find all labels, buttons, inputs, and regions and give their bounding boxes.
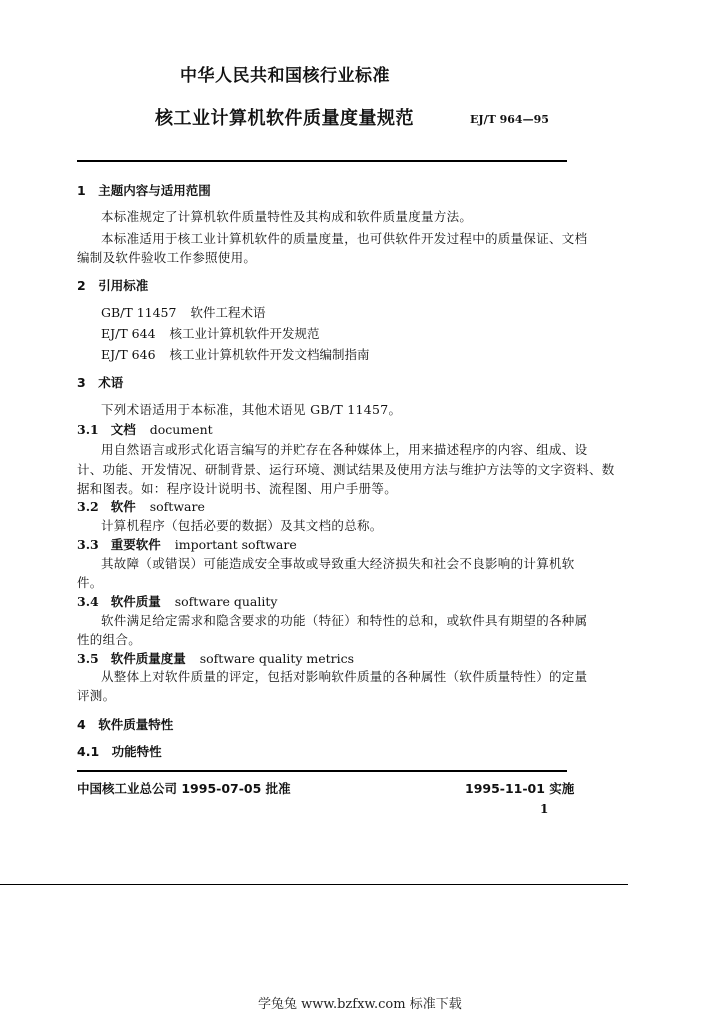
org-title: 中华人民共和国核行业标准: [180, 66, 390, 86]
reference-title: 核工业计算机软件开发规范: [169, 326, 320, 341]
term-definition-line: 软件满足给定需求和隐含要求的功能（特征）和特性的总和，或软件具有期望的各种属: [101, 613, 588, 628]
standard-number: EJ/T 964—95: [470, 113, 549, 126]
section-3-intro: 下列术语适用于本标准，其他术语见 GB/T 11457。: [101, 402, 402, 417]
term-definition-line: 计算机程序（包括必要的数据）及其文档的总称。: [101, 518, 383, 533]
term-definition-line: 其故障（或错误）可能造成安全事故或导致重大经济损失和社会不良影响的计算机软: [101, 556, 575, 571]
term-heading: [77, 649, 354, 667]
term-heading: [77, 420, 213, 438]
reference-code: EJ/T 644: [101, 326, 156, 341]
reference-title: 核工业计算机软件开发文档编制指南: [169, 347, 370, 362]
doc-title: 核工业计算机软件质量度量规范: [155, 108, 414, 129]
term-name-en: software quality metrics: [199, 651, 355, 666]
section-1-para-2-line-1: 本标准适用于核工业计算机软件的质量度量，也可供软件开发过程中的质量保证、文档: [101, 231, 588, 246]
header-rule: [77, 160, 567, 162]
term-definition-line: 性的组合。: [77, 632, 142, 647]
term-definition-line: 用自然语言或形式化语言编写的并贮存在各种媒体上，用来描述程序的内容、组成、设: [101, 442, 588, 457]
term-name-cn: 重要软件: [110, 537, 161, 552]
section-3-heading: 3 术语: [77, 375, 124, 390]
term-heading: [77, 497, 205, 515]
term-number: 3.2: [77, 499, 99, 514]
term-name-en: software: [149, 499, 205, 514]
section-1-para-2-line-2: 编制及软件验收工作参照使用。: [77, 250, 257, 265]
page-number: 1: [540, 802, 549, 816]
section-4-heading: 4 软件质量特性: [77, 717, 174, 732]
term-name-cn: 文档: [110, 422, 136, 437]
page-bottom-rule: [0, 884, 628, 885]
term-number: 3.3: [77, 537, 99, 552]
term-definition-line: 从整体上对软件质量的评定，包括对影响软件质量的各种属性（软件质量特性）的定量: [101, 669, 588, 684]
footer-rule: [77, 770, 567, 772]
term-name-cn: 软件: [110, 499, 136, 514]
term-name-en: important software: [174, 537, 297, 552]
reference-item: [101, 324, 320, 342]
watermark-text: 学兔兔 www.bzfxw.com 标准下载: [258, 997, 462, 1012]
term-number: 3.5: [77, 651, 99, 666]
section-4-1-heading: 4.1 功能特性: [77, 744, 162, 759]
term-name-en: document: [149, 422, 213, 437]
reference-code: GB/T 11457: [101, 305, 177, 320]
term-definition-line: 件。: [77, 575, 103, 590]
section-1-para-1: 本标准规定了计算机软件质量特性及其构成和软件质量度量方法。: [101, 209, 473, 224]
term-heading: [77, 592, 277, 610]
section-1-heading: 1 主题内容与适用范围: [77, 183, 211, 198]
term-number: 3.4: [77, 594, 99, 609]
effective-date: 1995-11-01 实施: [465, 781, 575, 796]
reference-code: EJ/T 646: [101, 347, 156, 362]
reference-title: 软件工程术语: [190, 305, 266, 320]
term-number: 3.1: [77, 422, 99, 437]
reference-item: [101, 345, 370, 363]
term-name-cn: 软件质量度量: [110, 651, 186, 666]
term-name-en: software quality: [174, 594, 278, 609]
section-2-heading: 2 引用标准: [77, 278, 149, 293]
term-definition-line: 评测。: [77, 688, 116, 703]
term-heading: [77, 535, 297, 553]
term-definition-line: 计、功能、开发情况、研制背景、运行环境、测试结果及使用方法与维护方法等的文字资料、数: [77, 462, 615, 477]
approval-date: 中国核工业总公司 1995-07-05 批准: [77, 781, 291, 796]
term-definition-line: 据和图表。如：程序设计说明书、流程图、用户手册等。: [77, 481, 398, 496]
term-name-cn: 软件质量: [110, 594, 161, 609]
reference-item: [101, 303, 265, 321]
